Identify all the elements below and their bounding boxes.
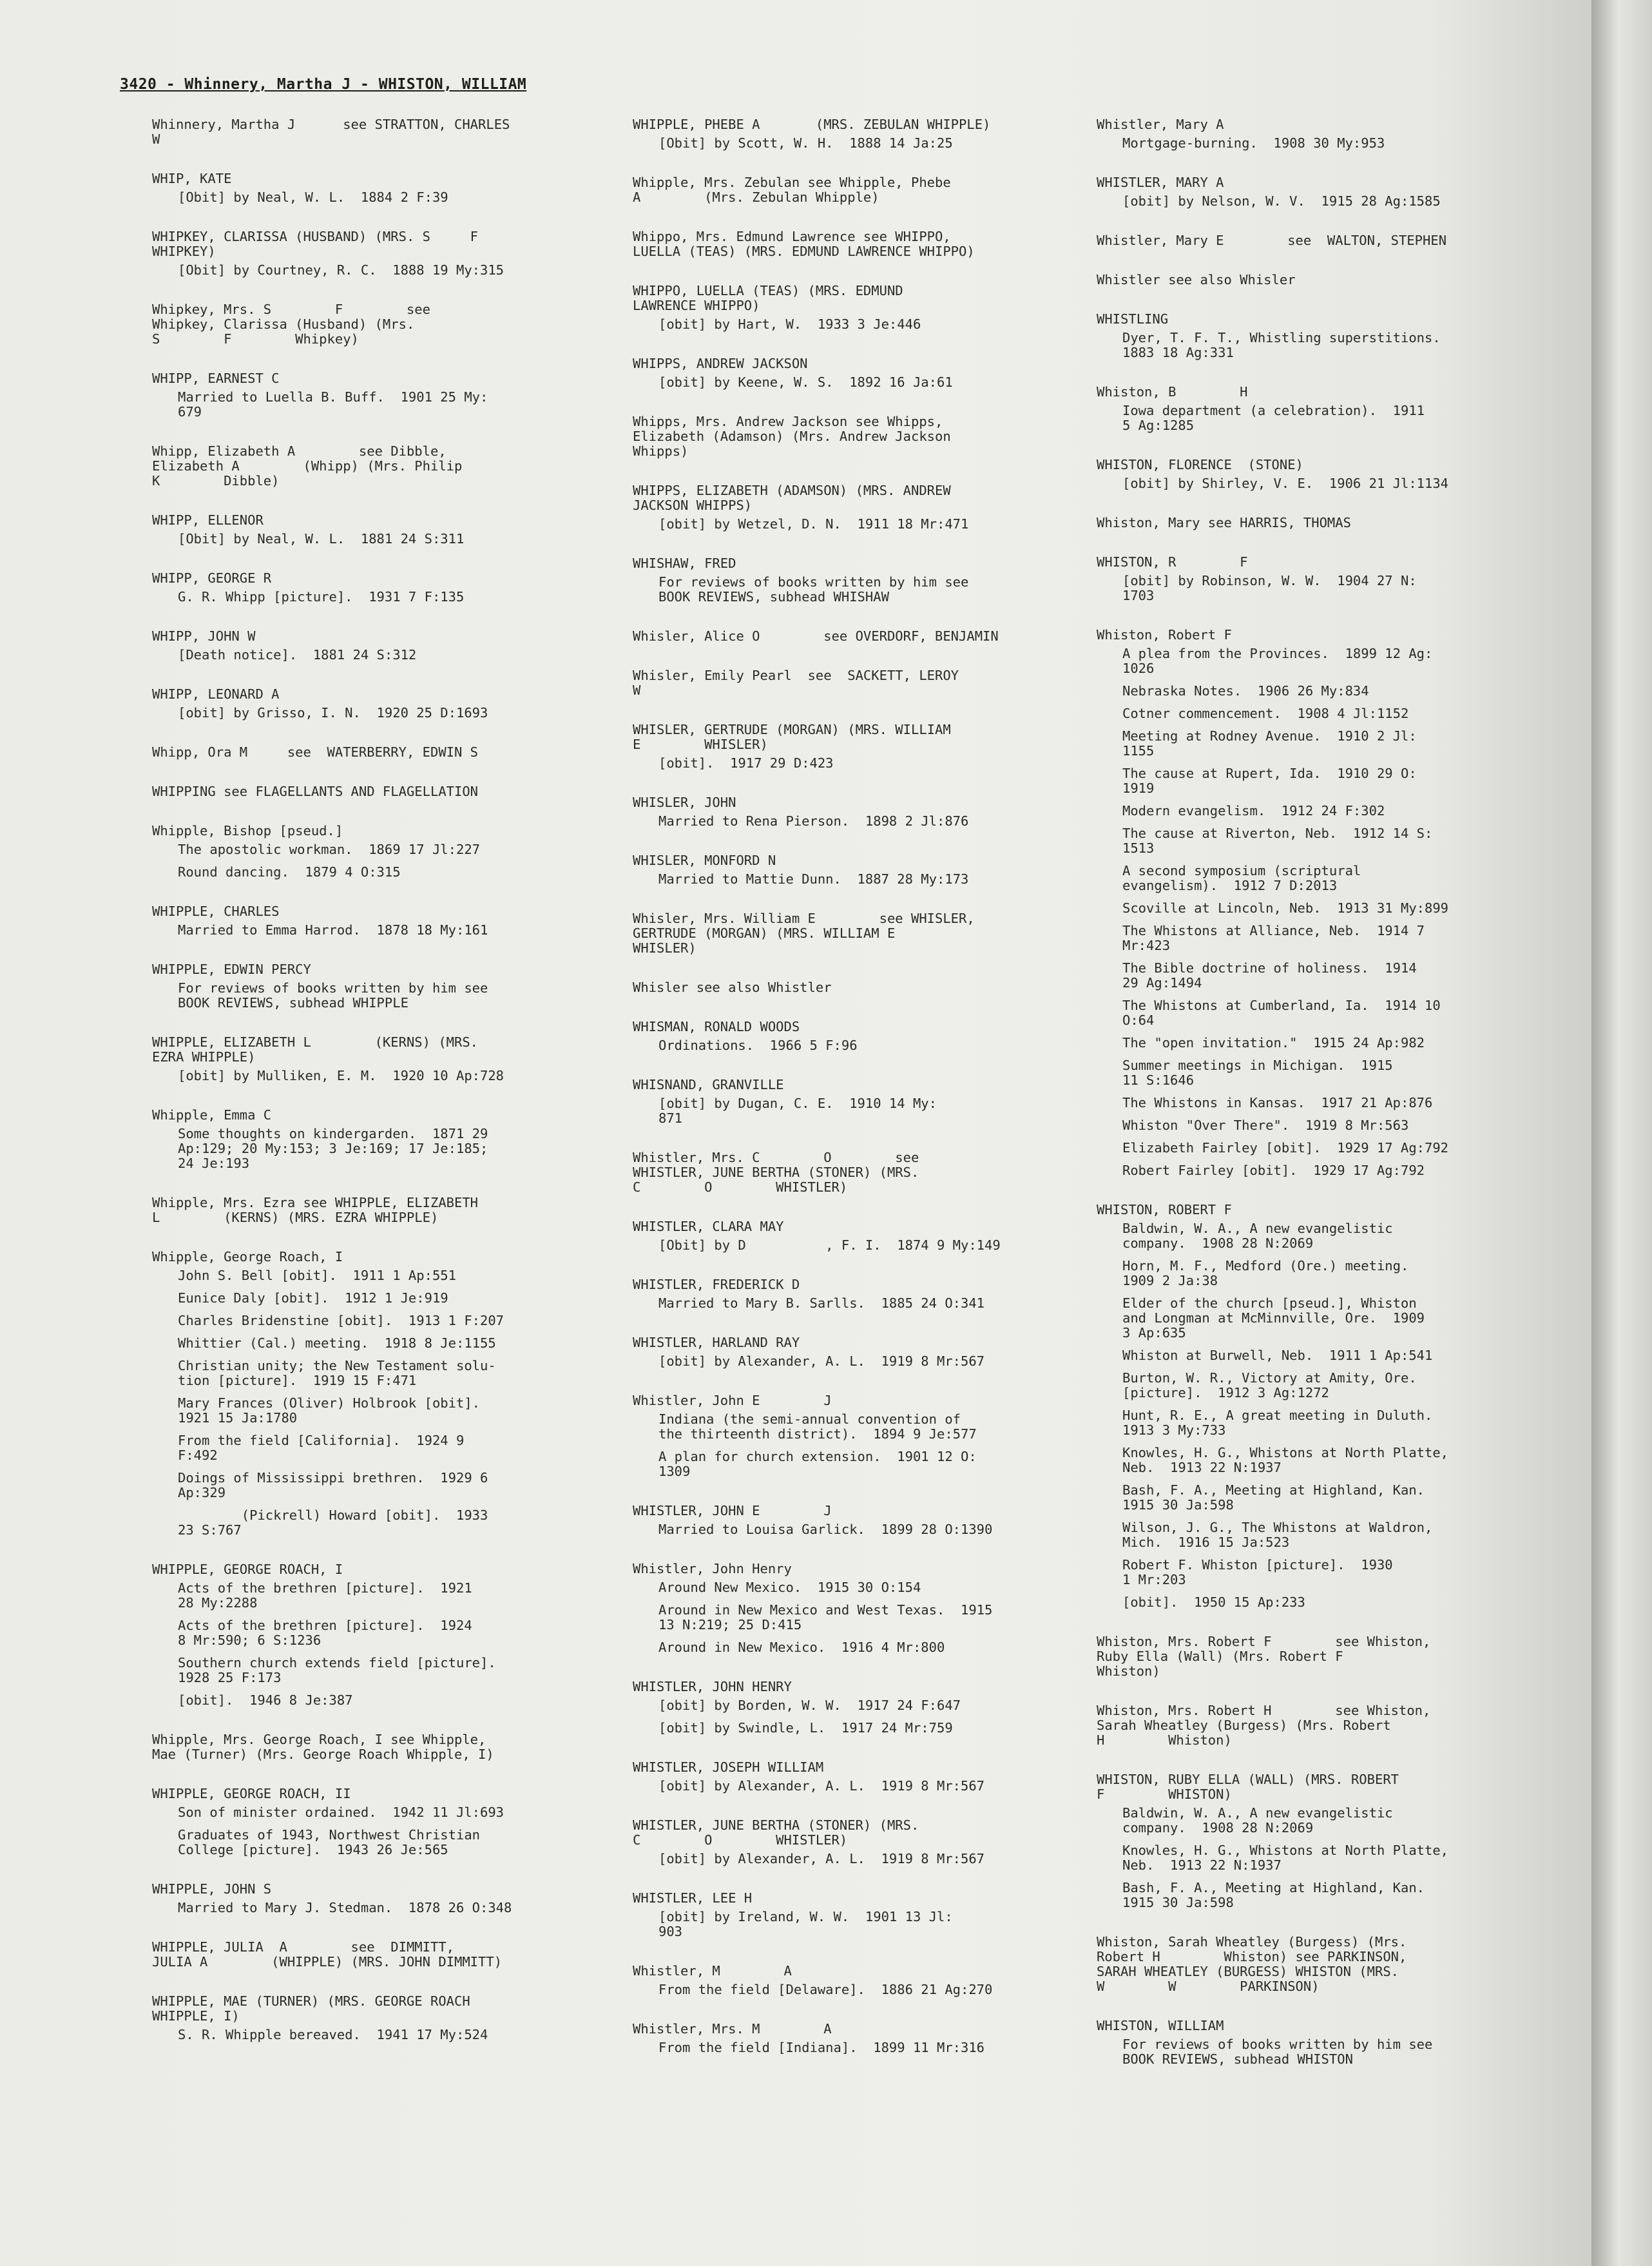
column-1 — [152, 117, 603, 2067]
index-entry — [633, 1964, 1084, 1997]
entry-reference: The Bible doctrine of holiness. 1914 29 Ag:1494 — [1122, 960, 1417, 991]
entry-reference: [obit] by Mulliken, E. M. 1920 10 Ap:728 — [178, 1068, 504, 1083]
entry-heading: WHISLER, MONFORD N — [633, 853, 776, 868]
entry-reference: Wilson, J. G., The Whistons at Waldron, Mich. 1916 15 Ja:523 — [1122, 1520, 1433, 1550]
entry-reference: The "open invitation." 1915 24 Ap:982 — [1122, 1035, 1425, 1051]
entry-heading: Whisler see also Whistler — [633, 980, 832, 995]
index-entry — [633, 795, 1084, 829]
entry-heading: Whipkey, Mrs. S F see Whipkey, Clarissa (Husband) (Mrs. S F Whipkey) — [152, 302, 430, 347]
entry-reference: Acts of the brethren [picture]. 1924 8 Mr:590; 6 S:1236 — [178, 1618, 472, 1648]
entry-reference: Modern evangelism. 1912 24 F:302 — [1122, 803, 1385, 818]
entry-reference: [obit]. 1950 15 Ap:233 — [1122, 1594, 1305, 1610]
index-entry — [633, 175, 1084, 205]
entry-reference: Robert Fairley [obit]. 1929 17 Ag:792 — [1122, 1163, 1425, 1178]
entry-reference: For reviews of books written by him see BOOK REVIEWS, subhead WHISHAW — [658, 574, 969, 605]
index-entry — [633, 629, 1084, 644]
entry-heading: WHIPP, ELLENOR — [152, 512, 264, 528]
entry-heading: WHIPPING see FLAGELLANTS AND FLAGELLATION — [152, 784, 479, 799]
index-entry — [152, 371, 603, 420]
entry-heading: WHISTON, RUBY ELLA (WALL) (MRS. ROBERT F WHISTON) — [1097, 1772, 1399, 1802]
entry-heading: WHIPP, LEONARD A — [152, 686, 280, 702]
index-entry — [152, 1732, 603, 1762]
entry-reference: Married to Emma Harrod. 1878 18 My:161 — [178, 922, 488, 938]
entry-heading: WHIPPLE, JULIA A see DIMMITT, JULIA A (WHIPPLE) (MRS. JOHN DIMMITT) — [152, 1939, 503, 1970]
entry-reference: Round dancing. 1879 4 O:315 — [178, 864, 401, 880]
entry-reference: Bash, F. A., Meeting at Highland, Kan. 1915 30 Ja:598 — [1122, 1482, 1425, 1513]
entry-heading: WHIPPLE, ELIZABETH L (KERNS) (MRS. EZRA WHIPPLE) — [152, 1034, 479, 1065]
index-entry — [1097, 385, 1548, 433]
entry-reference: The Whistons at Cumberland, Ia. 1914 10 O:64 — [1122, 998, 1441, 1028]
entry-heading: Whipp, Ora M see WATERBERRY, EDWIN S — [152, 744, 479, 760]
index-entry — [152, 1250, 603, 1538]
entry-reference: [obit] by Hart, W. 1933 3 Je:446 — [658, 316, 921, 332]
entry-reference: The apostolic workman. 1869 17 Jl:227 — [178, 842, 480, 857]
index-entry — [633, 483, 1084, 532]
index-entry — [1097, 175, 1548, 209]
index-entry — [633, 1150, 1084, 1195]
entry-reference: Married to Mattie Dunn. 1887 28 My:173 — [658, 871, 969, 887]
index-entry — [633, 1760, 1084, 1794]
index-entry — [152, 1562, 603, 1708]
entry-reference: Summer meetings in Michigan. 1915 11 S:1646 — [1122, 1058, 1393, 1088]
index-entry — [152, 1787, 603, 1857]
entry-reference: Iowa department (a celebration). 1911 5 Ag:1285 — [1122, 403, 1425, 433]
entry-reference: From the field [Delaware]. 1886 21 Ag:270 — [658, 1982, 993, 1997]
index-entry — [152, 1196, 603, 1225]
entry-reference: [obit] by Wetzel, D. N. 1911 18 Mr:471 — [658, 516, 969, 532]
index-entry — [633, 1891, 1084, 1939]
index-entry — [633, 911, 1084, 956]
index-entry — [633, 414, 1084, 459]
entry-reference: [obit] by Alexander, A. L. 1919 8 Mr:567 — [658, 1778, 985, 1794]
entry-reference: Married to Mary B. Sarlls. 1885 24 O:341 — [658, 1295, 985, 1311]
entry-reference: Robert F. Whiston [picture]. 1930 1 Mr:203 — [1122, 1557, 1393, 1587]
entry-reference: Around in New Mexico. 1916 4 Mr:800 — [658, 1640, 945, 1655]
entry-reference: Scoville at Lincoln, Neb. 1913 31 My:899 — [1122, 900, 1449, 916]
entry-heading: WHISTLER, CLARA MAY — [633, 1219, 784, 1234]
entry-heading: Whistler, Mrs. M A — [633, 2021, 832, 2037]
entry-heading: WHISTON, WILLIAM — [1097, 2018, 1224, 2033]
entry-heading: WHISTLER, JOHN E J — [633, 1503, 832, 1518]
column-2 — [633, 117, 1084, 2080]
index-entry — [152, 229, 603, 278]
entry-heading: WHISTLER, JOHN HENRY — [633, 1679, 792, 1694]
entry-reference: [obit]. 1946 8 Je:387 — [178, 1692, 353, 1708]
entry-heading: Whiston, Mrs. Robert H see Whiston, Sarah Wheatley (Burgess) (Mrs. Robert H Whiston) — [1097, 1703, 1431, 1748]
index-entry — [152, 687, 603, 721]
entry-heading: WHISTLING — [1097, 311, 1169, 327]
entry-reference: Cotner commencement. 1908 4 Jl:1152 — [1122, 706, 1409, 721]
entry-reference: Hunt, R. E., A great meeting in Duluth. 1913 3 My:733 — [1122, 1408, 1433, 1438]
entry-heading: Whippo, Mrs. Edmund Lawrence see WHIPPO, LUELLA (TEAS) (MRS. EDMUND LAWRENCE WHIPPO) — [633, 229, 975, 259]
entry-reference: [obit] by Borden, W. W. 1917 24 F:647 — [658, 1698, 961, 1713]
entry-heading: Whistler, John Henry — [633, 1561, 792, 1576]
entry-reference: Horn, M. F., Medford (Ore.) meeting. 1909 2 Ja:38 — [1122, 1258, 1409, 1288]
entry-reference: [obit] by Dugan, C. E. 1910 14 My: 871 — [658, 1096, 937, 1126]
entry-reference: The cause at Riverton, Neb. 1912 14 S: 1513 — [1122, 826, 1433, 856]
entry-reference: [obit] by Robinson, W. W. 1904 27 N: 1703 — [1122, 573, 1417, 603]
entry-reference: The cause at Rupert, Ida. 1910 29 O: 1919 — [1122, 766, 1417, 796]
index-entry — [633, 1219, 1084, 1253]
index-entry — [1097, 1703, 1548, 1748]
entry-heading: Whipp, Elizabeth A see Dibble, Elizabeth A (Whipp) (Mrs. Philip K Dibble) — [152, 443, 463, 489]
entry-reference: [obit] by Grisso, I. N. 1920 25 D:1693 — [178, 705, 488, 721]
index-entry — [152, 117, 603, 147]
index-entry — [1097, 273, 1548, 287]
entry-reference: [Obit] by Neal, W. L. 1884 2 F:39 — [178, 189, 448, 205]
index-entry — [152, 1994, 603, 2042]
entry-heading: WHIPP, EARNEST C — [152, 371, 280, 386]
index-entry — [633, 1078, 1084, 1126]
index-entry — [633, 556, 1084, 605]
entry-reference: Dyer, T. F. T., Whistling superstitions. 1883 18 Ag:331 — [1122, 330, 1441, 360]
entry-heading: WHISTLER, JOSEPH WILLIAM — [633, 1759, 824, 1775]
entry-reference: [obit] by Alexander, A. L. 1919 8 Mr:567 — [658, 1353, 985, 1369]
entry-reference: Whiston at Burwell, Neb. 1911 1 Ap:541 — [1122, 1348, 1433, 1363]
entry-heading: WHIPPO, LUELLA (TEAS) (MRS. EDMUND LAWRENCE WHIPPO) — [633, 283, 903, 313]
entry-heading: WHIPP, JOHN W — [152, 628, 256, 644]
index-entry — [633, 229, 1084, 259]
index-entry — [633, 1562, 1084, 1655]
entry-reference: Elizabeth Fairley [obit]. 1929 17 Ag:792 — [1122, 1140, 1449, 1156]
entry-heading: Whinnery, Martha J see STRATTON, CHARLES W — [152, 117, 510, 147]
entry-reference: Ordinations. 1966 5 F:96 — [658, 1038, 858, 1053]
entry-reference: Whiston "Over There". 1919 8 Mr:563 — [1122, 1118, 1409, 1133]
entry-reference: From the field [California]. 1924 9 F:492 — [178, 1433, 465, 1463]
entry-heading: WHIP, KATE — [152, 171, 232, 186]
entry-heading: WHIPPS, ANDREW JACKSON — [633, 356, 808, 371]
index-entry — [633, 117, 1084, 151]
entry-reference: Elder of the church [pseud.], Whiston and Longman at McMinnville, Ore. 1909 3 Ap:635 — [1122, 1295, 1425, 1341]
entry-heading: WHIPPS, ELIZABETH (ADAMSON) (MRS. ANDREW JACKSON WHIPPS) — [633, 483, 951, 513]
entry-heading: Whipps, Mrs. Andrew Jackson see Whipps, Elizabeth (Adamson) (Mrs. Andrew Jackson Whipps) — [633, 414, 951, 459]
entry-reference: Nebraska Notes. 1906 26 My:834 — [1122, 683, 1369, 699]
index-entry — [152, 745, 603, 760]
index-entry — [1097, 458, 1548, 491]
entry-heading: WHISMAN, RONALD WOODS — [633, 1019, 800, 1034]
entry-reference: Indiana (the semi-annual convention of the thirteenth district). 1894 9 Je:577 — [658, 1411, 977, 1442]
entry-heading: Whiston, B H — [1097, 384, 1248, 400]
entry-reference: Married to Luella B. Buff. 1901 25 My: 679 — [178, 389, 488, 420]
entry-heading: WHISNAND, GRANVILLE — [633, 1077, 784, 1092]
index-entry — [1097, 1772, 1548, 1910]
entry-heading: Whipple, Mrs. Ezra see WHIPPLE, ELIZABETH L (KERNS) (MRS. EZRA WHIPPLE) — [152, 1195, 479, 1225]
entry-reference: [obit] by Alexander, A. L. 1919 8 Mr:567 — [658, 1851, 985, 1866]
entry-reference: [obit] by Swindle, L. 1917 24 Mr:759 — [658, 1720, 953, 1736]
entry-reference: Graduates of 1943, Northwest Christian College [picture]. 1943 26 Je:565 — [178, 1827, 480, 1857]
entry-heading: Whiston, Sarah Wheatley (Burgess) (Mrs. Robert H Whiston) see PARKINSON, SARAH WHEATLEY (BURGESS) WHISTON (MRS. W W PARKINSON) — [1097, 1934, 1407, 1994]
entry-reference: S. R. Whipple bereaved. 1941 17 My:524 — [178, 2027, 488, 2042]
index-entry — [152, 302, 603, 347]
entry-reference: Charles Bridenstine [obit]. 1913 1 F:207 — [178, 1313, 504, 1328]
index-entry — [633, 356, 1084, 390]
entry-heading: Whistler see also Whisler — [1097, 272, 1296, 287]
entry-heading: Whipple, Mrs. Zebulan see Whipple, Phebe A (Mrs. Zebulan Whipple) — [633, 175, 951, 205]
index-entry — [152, 904, 603, 938]
entry-heading: Whisler, Emily Pearl see SACKETT, LEROY W — [633, 668, 959, 698]
entry-reference: Burton, W. R., Victory at Amity, Ore. [picture]. 1912 3 Ag:1272 — [1122, 1370, 1417, 1400]
entry-heading: Whipple, Bishop [pseud.] — [152, 823, 343, 838]
index-entry — [633, 980, 1084, 995]
entry-reference: The Whistons at Alliance, Neb. 1914 7 Mr:423 — [1122, 923, 1425, 953]
entry-reference: A plea from the Provinces. 1899 12 Ag: 1026 — [1122, 646, 1433, 676]
entry-reference: [Obit] by D , F. I. 1874 9 My:149 — [658, 1237, 1001, 1253]
running-head: 3420 - Whinnery, Martha J - WHISTON, WILLIAM — [120, 76, 527, 93]
entry-heading: WHIPPLE, GEORGE ROACH, I — [152, 1562, 343, 1577]
entry-reference: Baldwin, W. A., A new evangelistic company. 1908 28 N:2069 — [1122, 1221, 1393, 1251]
entry-heading: WHIPPLE, MAE (TURNER) (MRS. GEORGE ROACH WHIPPLE, I) — [152, 1993, 470, 2024]
entry-reference: Eunice Daly [obit]. 1912 1 Je:919 — [178, 1290, 448, 1306]
index-entry — [633, 2022, 1084, 2055]
entry-reference: Married to Louisa Garlick. 1899 28 O:1390 — [658, 1522, 993, 1537]
entry-reference: A plan for church extension. 1901 12 O: 1309 — [658, 1449, 977, 1479]
index-entry — [1097, 117, 1548, 151]
entry-reference: Married to Mary J. Stedman. 1878 26 O:348 — [178, 1900, 512, 1915]
entry-reference: Mortgage-burning. 1908 30 My:953 — [1122, 135, 1385, 151]
index-entry — [633, 1277, 1084, 1311]
entry-heading: Whiston, Robert F — [1097, 627, 1232, 643]
entry-heading: WHISTON, R F — [1097, 554, 1248, 570]
entry-heading: Whipple, Emma C — [152, 1107, 272, 1123]
index-entry — [1097, 1203, 1548, 1610]
entry-heading: Whisler, Alice O see OVERDORF, BENJAMIN — [633, 628, 999, 644]
entry-heading: WHIPPLE, EDWIN PERCY — [152, 962, 311, 977]
index-entry — [152, 571, 603, 605]
entry-reference: [obit] by Ireland, W. W. 1901 13 Jl: 903 — [658, 1909, 953, 1939]
entry-reference: [obit] by Nelson, W. V. 1915 28 Ag:1585 — [1122, 193, 1441, 209]
index-entry — [1097, 312, 1548, 360]
index-entry — [633, 284, 1084, 332]
entry-reference: Whittier (Cal.) meeting. 1918 8 Je:1155 — [178, 1335, 496, 1351]
entry-heading: Whipple, Mrs. George Roach, I see Whipple, Mae (Turner) (Mrs. George Roach Whipple, I) — [152, 1732, 494, 1762]
entry-heading: Whistler, M A — [633, 1963, 792, 1979]
index-entry — [633, 1335, 1084, 1369]
entry-heading: WHIPP, GEORGE R — [152, 570, 272, 586]
entry-heading: WHISLER, GERTRUDE (MORGAN) (MRS. WILLIAM E WHISLER) — [633, 722, 951, 752]
entry-reference: The Whistons in Kansas. 1917 21 Ap:876 — [1122, 1095, 1433, 1110]
entry-heading: Whiston, Mary see HARRIS, THOMAS — [1097, 515, 1351, 530]
entry-heading: Whistler, John E J — [633, 1393, 832, 1408]
entry-heading: Whistler, Mrs. C O see WHISTLER, JUNE BERTHA (STONER) (MRS. C O WHISTLER) — [633, 1150, 919, 1195]
entry-reference: Mary Frances (Oliver) Holbrook [obit]. 1921 15 Ja:1780 — [178, 1395, 480, 1426]
book-edge — [1591, 0, 1652, 2266]
entry-reference: A second symposium (scriptural evangelism). 1912 7 D:2013 — [1122, 863, 1361, 893]
entry-heading: Whistler, Mary A — [1097, 117, 1224, 132]
entry-heading: WHISTON, FLORENCE (STONE) — [1097, 457, 1303, 472]
entry-reference: Some thoughts on kindergarden. 1871 29 Ap:129; 20 My:153; 3 Je:169; 17 Je:185; 24 Je:193 — [178, 1126, 488, 1171]
entry-heading: WHISTLER, HARLAND RAY — [633, 1335, 800, 1350]
entry-heading: WHISTLER, LEE H — [633, 1890, 753, 1906]
index-entry — [633, 722, 1084, 771]
column-3 — [1097, 117, 1548, 2091]
index-entry — [152, 1035, 603, 1083]
entry-reference: Acts of the brethren [picture]. 1921 28 My:2288 — [178, 1580, 472, 1611]
entry-reference: John S. Bell [obit]. 1911 1 Ap:551 — [178, 1268, 456, 1283]
entry-heading: Whiston, Mrs. Robert F see Whiston, Ruby Ella (Wall) (Mrs. Robert F Whiston) — [1097, 1634, 1431, 1679]
index-entry — [152, 784, 603, 799]
index-entry — [152, 824, 603, 880]
entry-heading: Whipple, George Roach, I — [152, 1249, 343, 1264]
entry-reference: [Death notice]. 1881 24 S:312 — [178, 647, 417, 663]
index-entry — [633, 1818, 1084, 1866]
entry-reference: Bash, F. A., Meeting at Highland, Kan. 1915 30 Ja:598 — [1122, 1880, 1425, 1910]
entry-reference: Southern church extends field [picture]. 1928 25 F:173 — [178, 1655, 496, 1685]
entry-heading: WHIPKEY, CLARISSA (HUSBAND) (MRS. S F WHIPKEY) — [152, 229, 479, 259]
entry-reference: [obit] by Keene, W. S. 1892 16 Ja:61 — [658, 374, 953, 390]
entry-reference: [Obit] by Scott, W. H. 1888 14 Ja:25 — [658, 135, 953, 151]
entry-heading: Whistler, Mary E see WALTON, STEPHEN — [1097, 233, 1447, 248]
index-entry — [152, 444, 603, 489]
entry-reference: [obit] by Shirley, V. E. 1906 21 Jl:1134 — [1122, 476, 1449, 491]
entry-heading: WHISTON, ROBERT F — [1097, 1202, 1232, 1217]
index-entry — [633, 853, 1084, 887]
entry-reference: G. R. Whipp [picture]. 1931 7 F:135 — [178, 589, 465, 605]
index-entry — [633, 1020, 1084, 1053]
entry-heading: WHIPPLE, PHEBE A (MRS. ZEBULAN WHIPPLE) — [633, 117, 991, 132]
index-entry — [152, 1940, 603, 1970]
entry-reference: Son of minister ordained. 1942 11 Jl:693 — [178, 1805, 504, 1820]
index-entry — [1097, 628, 1548, 1178]
index-entry — [152, 1108, 603, 1171]
index-entry — [152, 513, 603, 547]
entry-heading: WHIPPLE, GEORGE ROACH, II — [152, 1786, 351, 1801]
entry-heading: WHIPPLE, CHARLES — [152, 904, 280, 919]
entry-reference: For reviews of books written by him see BOOK REVIEWS, subhead WHIPPLE — [178, 980, 488, 1011]
index-entry — [152, 962, 603, 1011]
entry-heading: WHISTLER, JUNE BERTHA (STONER) (MRS. C O WHISTLER) — [633, 1817, 919, 1848]
entry-reference: Christian unity; the New Testament solu- tion [picture]. 1919 15 F:471 — [178, 1358, 496, 1388]
index-entry — [1097, 555, 1548, 603]
index-entry — [152, 171, 603, 205]
entry-reference: Around New Mexico. 1915 30 O:154 — [658, 1580, 921, 1595]
entry-reference: From the field [Indiana]. 1899 11 Mr:316 — [658, 2040, 985, 2055]
entry-reference: (Pickrell) Howard [obit]. 1933 23 S:767 — [178, 1507, 488, 1538]
index-entry — [152, 1882, 603, 1915]
index-entry — [1097, 2019, 1548, 2067]
entry-reference: [Obit] by Courtney, R. C. 1888 19 My:315 — [178, 262, 504, 278]
entry-reference: [obit]. 1917 29 D:423 — [658, 755, 834, 771]
index-entry — [1097, 1634, 1548, 1679]
index-entry — [633, 668, 1084, 698]
entry-reference: Baldwin, W. A., A new evangelistic company. 1908 28 N:2069 — [1122, 1805, 1393, 1835]
index-entry — [633, 1504, 1084, 1537]
index-entry — [633, 1393, 1084, 1479]
index-entry — [1097, 1935, 1548, 1994]
entry-heading: WHISLER, JOHN — [633, 795, 736, 810]
index-entry — [1097, 233, 1548, 248]
entry-reference: Knowles, H. G., Whistons at North Platte, Neb. 1913 22 N:1937 — [1122, 1445, 1449, 1475]
entry-reference: Meeting at Rodney Avenue. 1910 2 Jl: 1155 — [1122, 728, 1417, 759]
index-entry — [633, 1680, 1084, 1736]
entry-heading: WHISHAW, FRED — [633, 556, 736, 571]
entry-heading: WHISTLER, FREDERICK D — [633, 1277, 800, 1292]
entry-reference: Knowles, H. G., Whistons at North Platte, Neb. 1913 22 N:1937 — [1122, 1843, 1449, 1873]
entry-reference: [Obit] by Neal, W. L. 1881 24 S:311 — [178, 531, 465, 547]
entry-reference: Around in New Mexico and West Texas. 1915 13 N:219; 25 D:415 — [658, 1602, 993, 1632]
index-entry — [1097, 516, 1548, 530]
index-entry — [152, 629, 603, 663]
entry-reference: Married to Rena Pierson. 1898 2 Jl:876 — [658, 813, 969, 829]
entry-heading: WHIPPLE, JOHN S — [152, 1881, 272, 1897]
entry-heading: WHISTLER, MARY A — [1097, 175, 1224, 190]
entry-reference: Doings of Mississippi brethren. 1929 6 Ap:329 — [178, 1470, 488, 1500]
entry-reference: For reviews of books written by him see BOOK REVIEWS, subhead WHISTON — [1122, 2037, 1433, 2067]
entry-heading: Whisler, Mrs. William E see WHISLER, GERTRUDE (MORGAN) (MRS. WILLIAM E WHISLER) — [633, 911, 975, 956]
